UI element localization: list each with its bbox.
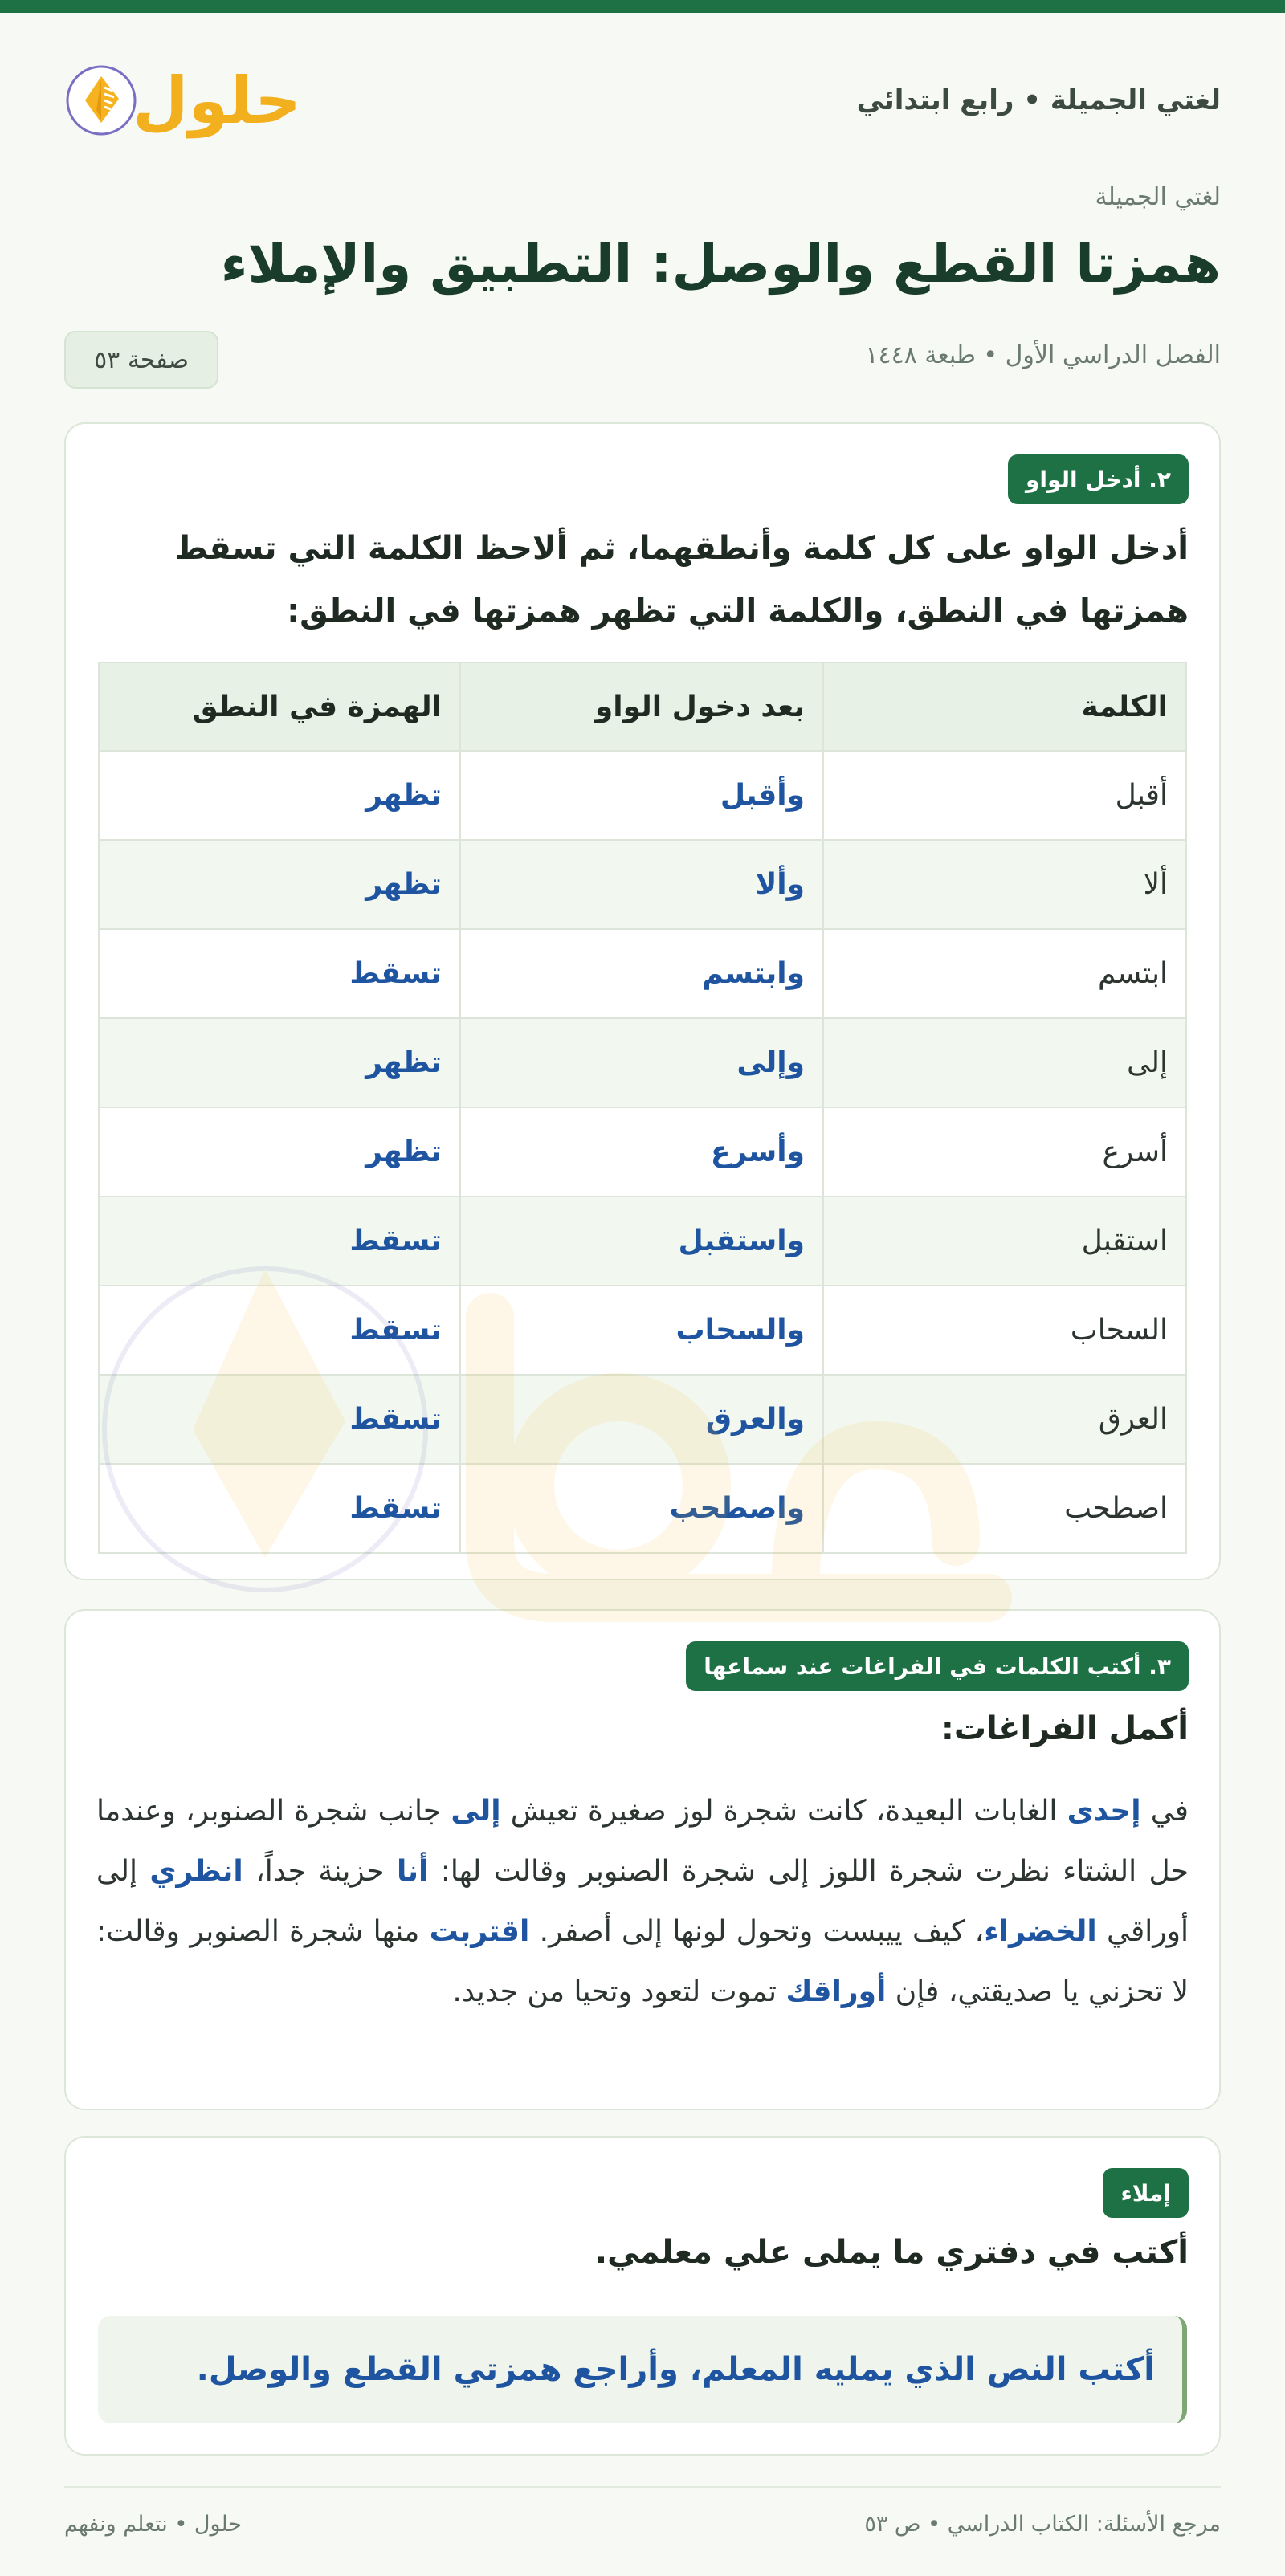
table-row (99, 1286, 1186, 1375)
brand-logo[interactable] (64, 60, 301, 141)
section-tag: ٣. أكتب الكلمات في الفراغات عند سماعها (686, 1641, 1189, 1691)
cell-with-waw: وأقبل (460, 751, 823, 840)
exercise-instruction: أدخل الواو على كل كلمة وأنطقهما، ثم ألاحظ الكلمة التي تسقط همزتها في النطق، والكلمة التي تظهر همزتها في النطق: (174, 530, 1189, 630)
header-title: لغتي الجميلة • رابع ابتدائي (856, 84, 1221, 116)
footer-divider (64, 2486, 1221, 2488)
cell-hamza-status: تسقط (99, 1375, 460, 1464)
cell-hamza-status: تظهر (99, 1018, 460, 1107)
filled-blank-word: الخضراء (984, 1915, 1097, 1948)
exercise-card-fill-blanks (64, 1609, 1221, 2110)
page-header (64, 48, 1221, 153)
table-row (99, 751, 1186, 840)
filled-blank-word: أوراقك (785, 1975, 887, 2008)
cell-with-waw: وألا (460, 840, 823, 929)
table-row (99, 840, 1186, 929)
cell-hamza-status: تسقط (99, 1196, 460, 1286)
cell-word: السحاب (823, 1286, 1186, 1375)
cell-hamza-status: تظهر (99, 1107, 460, 1196)
cell-with-waw: واستقبل (460, 1196, 823, 1286)
footer-source: مرجع الأسئلة: الكتاب الدراسي • ص ٥٣ (864, 2512, 1221, 2537)
story-text: تموت لتعود وتحيا من جديد. (452, 1975, 786, 2008)
cell-with-waw: وابتسم (460, 929, 823, 1018)
story-text: الغابات البعيدة، كانت شجرة لوز صغيرة تعيش (500, 1795, 1067, 1828)
filled-blank-word: انظري (149, 1855, 243, 1888)
cell-hamza-status: تسقط (99, 1286, 460, 1375)
column-header-word: الكلمة (823, 662, 1186, 751)
cell-with-waw: واصطحب (460, 1464, 823, 1553)
cell-word: اصطحب (823, 1464, 1186, 1553)
top-accent-bar (0, 0, 1285, 13)
cell-word: ابتسم (823, 929, 1186, 1018)
page-title: همزتا القطع والوصل: التطبيق والإملاء (220, 233, 1221, 295)
cell-word: العرق (823, 1375, 1186, 1464)
table-row (99, 1375, 1186, 1464)
edition-meta: الفصل الدراسي الأول • طبعة ١٤٤٨ (865, 341, 1221, 369)
story-text: حزينة جداً، (243, 1855, 397, 1888)
section-tag: ٢. أدخل الواو (1008, 454, 1189, 504)
cell-hamza-status: تظهر (99, 751, 460, 840)
exercise-card-insert-waw (64, 422, 1221, 1580)
cell-with-waw: وأسرع (460, 1107, 823, 1196)
footer-tagline: حلول • نتعلم ونفهم (64, 2512, 243, 2537)
page-number-badge: صفحة ٥٣ (64, 331, 218, 389)
cell-with-waw: والسحاب (460, 1286, 823, 1375)
cell-word: ألا (823, 840, 1186, 929)
story-paragraph (96, 1781, 1189, 2022)
column-header-with-waw: بعد دخول الواو (460, 662, 823, 751)
logo-wordmark (133, 60, 301, 141)
table-row (99, 1018, 1186, 1107)
table-row (99, 929, 1186, 1018)
filled-blank-word: أنا (396, 1855, 429, 1888)
cell-word: أسرع (823, 1107, 1186, 1196)
cell-word: أقبل (823, 751, 1186, 840)
cell-word: استقبل (823, 1196, 1186, 1286)
exercise-card-dictation (64, 2136, 1221, 2456)
cell-hamza-status: تظهر (99, 840, 460, 929)
cell-with-waw: والعرق (460, 1375, 823, 1464)
story-text: جانب شجرة الصنوبر، وعندما حل الشتاء نظرت شجرة اللوز إلى شجرة الصنوبر وقالت لها: (96, 1795, 1189, 1888)
story-text: في (1140, 1795, 1189, 1828)
column-header-hamza: الهمزة في النطق (99, 662, 460, 751)
breadcrumb[interactable]: لغتي الجميلة (1095, 183, 1221, 211)
story-text: منها شجرة الصنوبر وقالت: لا تحزني يا صديقتي، فإن (96, 1915, 1189, 2008)
exercise-subhead: أكتب في دفتري ما يملى علي معلمي. (594, 2234, 1189, 2271)
cell-hamza-status: تسقط (99, 929, 460, 1018)
section-tag: إملاء (1103, 2168, 1189, 2218)
table-header-row (99, 662, 1186, 751)
dictation-note: أكتب النص الذي يمليه المعلم، وأراجع همزتي القطع والوصل. (98, 2316, 1187, 2423)
svg-text:حلول: حلول (133, 63, 301, 138)
cell-word: إلى (823, 1018, 1186, 1107)
exercise-subhead: أكمل الفراغات: (940, 1710, 1189, 1747)
book-emblem-icon (64, 63, 138, 137)
story-text: ، كيف ييبست وتحول لونها إلى أصفر. (529, 1915, 985, 1948)
cell-with-waw: وإلى (460, 1018, 823, 1107)
table-row (99, 1464, 1186, 1553)
filled-blank-word: اقتربت (429, 1915, 530, 1948)
table-row (99, 1107, 1186, 1196)
story-text: إلى أوراقي (96, 1855, 1189, 1948)
cell-hamza-status: تسقط (99, 1464, 460, 1553)
filled-blank-word: إلى (451, 1795, 501, 1828)
hamza-table (98, 662, 1187, 1554)
filled-blank-word: إحدى (1067, 1795, 1141, 1828)
table-row (99, 1196, 1186, 1286)
